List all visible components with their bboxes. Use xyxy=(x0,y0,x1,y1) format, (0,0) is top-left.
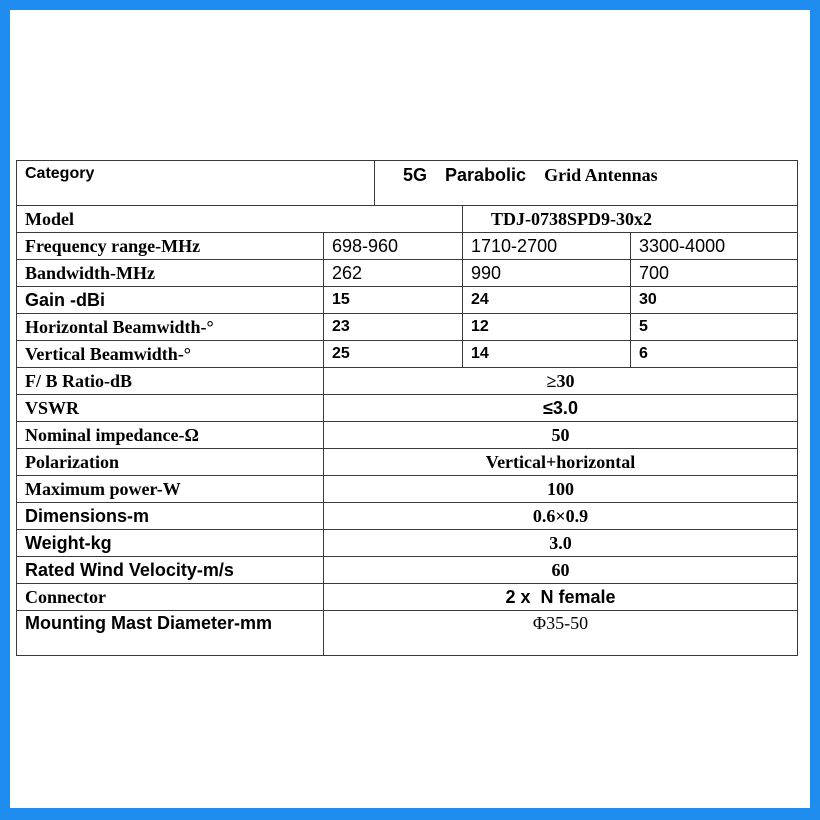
table-row-max-power xyxy=(17,476,798,503)
polarization-text: Vertical+horizontal xyxy=(485,451,636,472)
antenna-spec-table xyxy=(16,160,798,656)
table-row-gain xyxy=(17,287,798,314)
weight-value: 3.0 xyxy=(324,530,798,557)
table-row-connector xyxy=(17,584,798,611)
mounting-label: Mounting Mast Diameter-mm xyxy=(17,611,324,656)
table-row-weight xyxy=(17,530,798,557)
connector-label: Connector xyxy=(17,584,324,611)
bandwidth-label: Bandwidth-MHz xyxy=(17,260,324,287)
category-grid-antennas: Grid Antennas xyxy=(544,165,658,185)
model-value: TDJ-0738SPD9-30x2 xyxy=(463,206,798,233)
bandwidth-value-1: 262 xyxy=(324,260,463,287)
table-row-polarization xyxy=(17,449,798,476)
table-row-vertical-beamwidth xyxy=(17,341,798,368)
dimensions-value: 0.6×0.9 xyxy=(324,503,798,530)
category-5g: 5G xyxy=(403,165,428,185)
category-label: Category xyxy=(17,161,375,206)
gain-label: Gain -dBi xyxy=(17,287,324,314)
mounting-value: Φ35-50 xyxy=(324,611,798,656)
vswr-label: VSWR xyxy=(17,395,324,422)
polarization-value xyxy=(324,449,798,476)
vertical-beamwidth-value-2: 14 xyxy=(463,341,631,368)
connector-value: 2 x N female xyxy=(324,584,798,611)
model-label: Model xyxy=(17,206,463,233)
wind-velocity-label: Rated Wind Velocity-m/s xyxy=(17,557,324,584)
gain-value-1: 15 xyxy=(324,287,463,314)
vswr-value: ≤3.0 xyxy=(324,395,798,422)
frequency-value-2: 1710-2700 xyxy=(463,233,631,260)
dimensions-label: Dimensions-m xyxy=(17,503,324,530)
vertical-beamwidth-value-1: 25 xyxy=(324,341,463,368)
vertical-beamwidth-label: Vertical Beamwidth-° xyxy=(17,341,324,368)
frequency-value-3: 3300-4000 xyxy=(631,233,798,260)
weight-label: Weight-kg xyxy=(17,530,324,557)
table-row-horizontal-beamwidth xyxy=(17,314,798,341)
table-row-category xyxy=(17,161,798,206)
category-parabolic: Parabolic xyxy=(445,165,527,185)
table-row-wind-velocity xyxy=(17,557,798,584)
horizontal-beamwidth-value-1: 23 xyxy=(324,314,463,341)
wind-velocity-value: 60 xyxy=(324,557,798,584)
impedance-label: Nominal impedance-Ω xyxy=(17,422,324,449)
table-row-impedance xyxy=(17,422,798,449)
table-row-frequency xyxy=(17,233,798,260)
frequency-value-1: 698-960 xyxy=(324,233,463,260)
table-row-bandwidth xyxy=(17,260,798,287)
horizontal-beamwidth-value-3: 5 xyxy=(631,314,798,341)
table-row-dimensions xyxy=(17,503,798,530)
max-power-value: 100 xyxy=(324,476,798,503)
table-row-fb-ratio xyxy=(17,368,798,395)
polarization-label: Polarization xyxy=(17,449,324,476)
vertical-beamwidth-value-3: 6 xyxy=(631,341,798,368)
max-power-label: Maximum power-W xyxy=(17,476,324,503)
bandwidth-value-3: 700 xyxy=(631,260,798,287)
table-row-mounting xyxy=(17,611,798,656)
frequency-label: Frequency range-MHz xyxy=(17,233,324,260)
fb-ratio-label: F/ B Ratio-dB xyxy=(17,368,324,395)
gain-value-2: 24 xyxy=(463,287,631,314)
impedance-value: 50 xyxy=(324,422,798,449)
bandwidth-value-2: 990 xyxy=(463,260,631,287)
horizontal-beamwidth-value-2: 12 xyxy=(463,314,631,341)
category-value xyxy=(375,161,798,206)
table-row-model xyxy=(17,206,798,233)
fb-ratio-value: ≥30 xyxy=(324,368,798,395)
table-row-vswr xyxy=(17,395,798,422)
horizontal-beamwidth-label: Horizontal Beamwidth-° xyxy=(17,314,324,341)
gain-value-3: 30 xyxy=(631,287,798,314)
